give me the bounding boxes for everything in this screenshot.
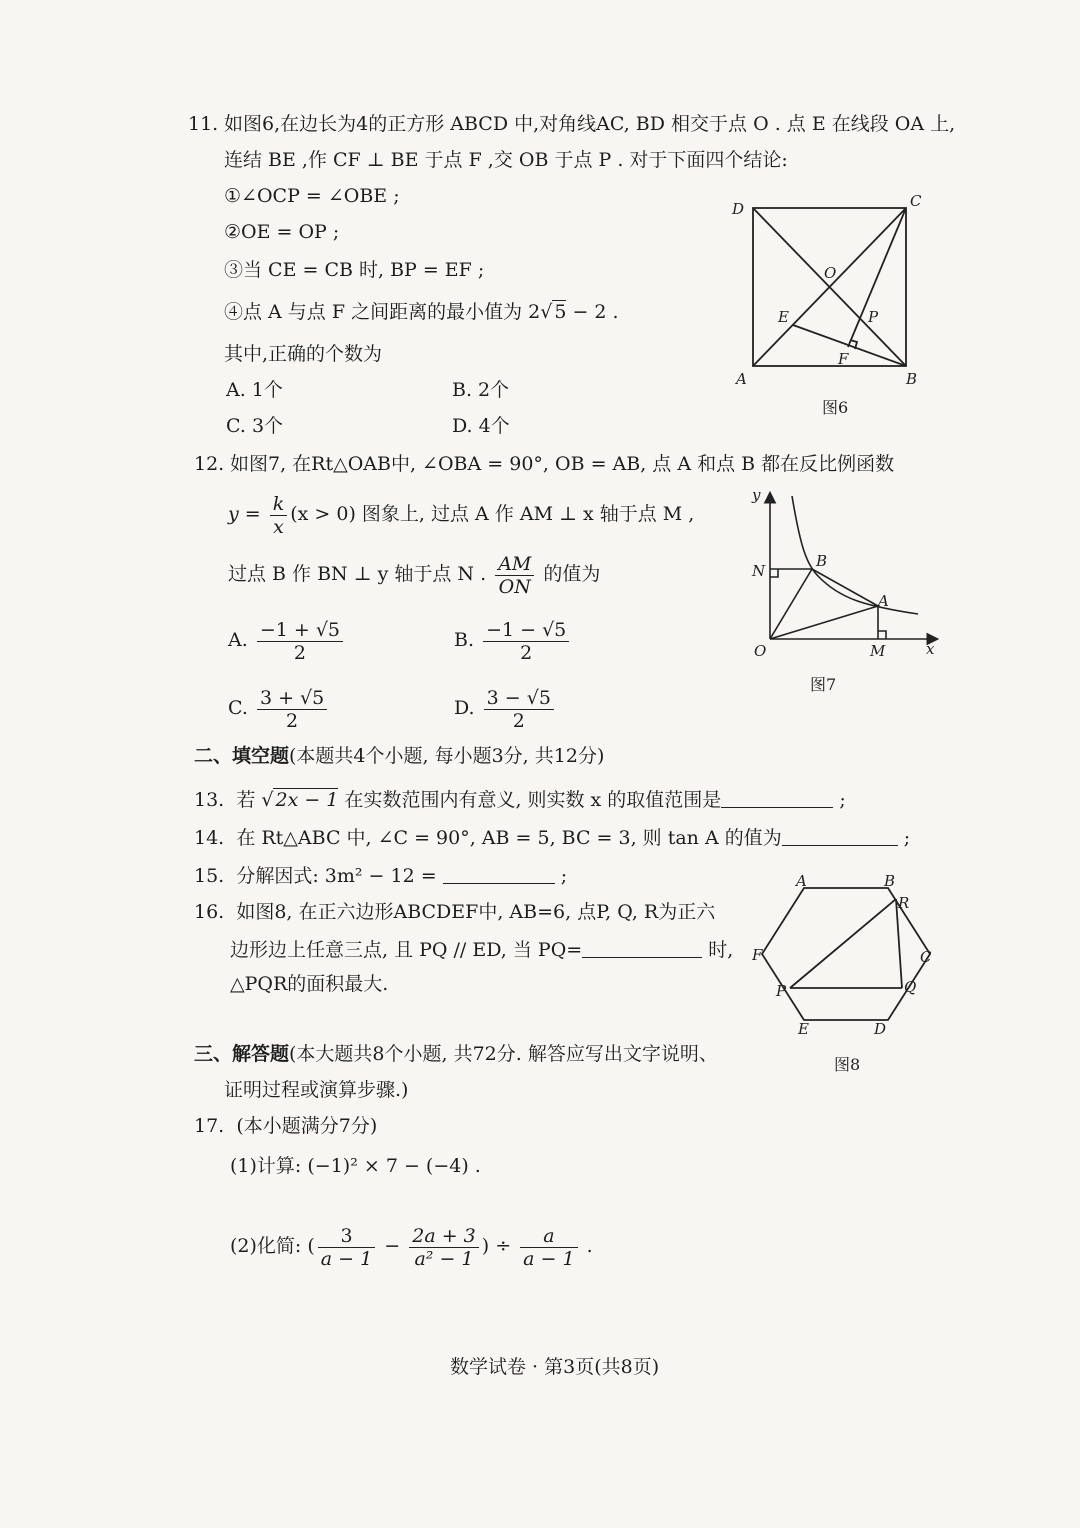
q11-conclusion-4: ④点 A 与点 F 之间距离的最小值为 2√ 5 − 2 . (224, 301, 619, 323)
q12-y-eq: y = (228, 503, 261, 525)
q17-part1-label: (1)计算: (230, 1155, 302, 1177)
q12-option-c-label: C. (228, 697, 248, 719)
q16-text2: 边形边上任意三点, 且 PQ // ED, 当 PQ= (230, 939, 583, 961)
fig8-label-r: R (898, 894, 910, 912)
q11-option-c[interactable]: C. 3个 (226, 415, 284, 437)
q12-option-b[interactable] (454, 618, 572, 664)
q17-head: (本小题满分7分) (236, 1115, 378, 1137)
q12-stem-line2 (228, 492, 694, 538)
q16-answer-blank[interactable] (582, 937, 702, 958)
q11-conclusion-2: ②OE = OP ; (224, 221, 340, 243)
section-2-desc: (本题共4个小题, 每小题3分, 共12分) (289, 745, 605, 767)
q16-text2-end: 时, (708, 939, 734, 961)
q13-answer-blank[interactable] (721, 787, 833, 808)
q11-conclusion-3: ③当 CE = CB 时, BP = EF ; (224, 259, 485, 281)
section-3-title: 三、解答题 (194, 1043, 290, 1065)
q12-option-c-num: 3 + √5 (257, 687, 327, 710)
q11-option-a[interactable]: A. 1个 (226, 379, 283, 401)
q17-frac-3 (520, 1225, 577, 1270)
q12-k-over-x (270, 493, 288, 538)
q17-frac1-num: 3 (318, 1225, 375, 1248)
q17-part2-close: ) ÷ (481, 1235, 512, 1257)
fig8-label-c: C (920, 948, 932, 966)
q12-frac-den: ON (498, 575, 531, 598)
q17-frac-1 (318, 1225, 375, 1270)
q16-line2 (230, 936, 733, 964)
q12-option-c-frac (257, 687, 327, 732)
fig6-label-c: C (910, 192, 922, 210)
fig8-label-q: Q (904, 978, 917, 996)
q14-text: 在 Rt△ABC 中, ∠C = 90°, AB = 5, BC = 3, 则 tan A 的值为 (236, 827, 782, 849)
q12-line3-end: 的值为 (543, 563, 601, 585)
q13-number: 13. (194, 789, 225, 811)
fig8-label-a: A (796, 872, 807, 890)
figure-7-graph (740, 484, 950, 669)
q15-end: ; (560, 865, 568, 887)
fig7-label-a: A (878, 592, 889, 610)
q13-post: 在实数范围内有意义, 则实数 x 的取值范围是 (344, 789, 722, 811)
figure-6 (724, 188, 934, 398)
fig8-label-b: B (884, 872, 896, 890)
fig8-label-p: P (776, 982, 787, 1000)
q17-header (194, 1112, 377, 1140)
q12-stem-line3 (228, 552, 600, 598)
q17-frac3-den: a − 1 (523, 1247, 575, 1270)
fig7-label-m: M (870, 642, 886, 660)
figure-6-square-diagram (724, 188, 934, 398)
fig6-label-e: E (778, 308, 789, 326)
q16-text1: 如图8, 在正六边形ABCDEF中, AB=6, 点P, Q, R为正六 (236, 901, 716, 923)
q12-option-c[interactable] (228, 686, 330, 732)
fig6-label-f: F (838, 350, 849, 368)
q12-option-d-label: D. (454, 697, 475, 719)
q12-option-a[interactable] (228, 618, 346, 664)
figure-6-caption: 图6 (822, 398, 849, 417)
section-2-title: 二、填空题 (194, 745, 290, 767)
q12-option-b-frac (483, 619, 569, 664)
q11-stem-line1: 如图6,在边长为4的正方形 ABCD 中,对角线AC, BD 相交于点 O . 点 E 在线段 OA 上, (224, 113, 956, 135)
fig7-label-y: y (752, 486, 761, 504)
q17-frac2-den: a² − 1 (414, 1247, 474, 1270)
q14-end: ; (903, 827, 911, 849)
q12-option-c-den: 2 (286, 709, 299, 732)
q13-radicand: 2x − 1 (275, 789, 339, 811)
q12-frac-num: AM (495, 553, 534, 576)
q12-option-d-frac (484, 687, 554, 732)
q17-part1-expr: (−1)² × 7 − (−4) . (307, 1155, 481, 1177)
q17-frac1-den: a − 1 (320, 1247, 373, 1270)
q17-part2-open: ( (307, 1235, 315, 1257)
q17-frac-2 (409, 1225, 479, 1270)
q12-option-d-den: 2 (512, 709, 525, 732)
q14 (194, 824, 910, 852)
q13-pre: 若 (236, 789, 256, 811)
figure-8 (752, 868, 942, 1043)
q17-frac3-num: a (520, 1225, 577, 1248)
figure-7 (740, 484, 950, 669)
q17-minus: − (384, 1235, 401, 1257)
fig7-label-n: N (752, 562, 766, 580)
q12-option-a-den: 2 (293, 641, 306, 664)
q14-number: 14. (194, 827, 225, 849)
fig8-label-e: E (798, 1020, 809, 1038)
q15-text: 分解因式: 3m² − 12 = (236, 865, 437, 887)
q11-c4-end: − 2 . (572, 301, 619, 323)
q11-option-b[interactable]: B. 2个 (452, 379, 510, 401)
fig7-label-x: x (926, 640, 935, 658)
fig6-label-b: B (906, 370, 918, 388)
q17-part1 (230, 1152, 481, 1180)
section-2-header (194, 742, 604, 770)
fig7-label-b: B (816, 552, 828, 570)
q16-line1 (194, 898, 715, 926)
figure-8-hexagon (752, 868, 942, 1043)
q12-k: k (270, 493, 288, 516)
section-3-desc-line2: 证明过程或演算步骤.) (224, 1079, 409, 1101)
q12-option-d-num: 3 − √5 (484, 687, 554, 710)
q11-question: 其中,正确的个数为 (224, 343, 383, 365)
q11-option-d[interactable]: D. 4个 (452, 415, 510, 437)
q11-number: 11. (188, 113, 219, 135)
q12-option-a-num: −1 + √5 (257, 619, 343, 642)
q14-answer-blank[interactable] (782, 825, 898, 846)
q12-line3: 过点 B 作 BN ⊥ y 轴于点 N . (228, 563, 487, 585)
q11-stem-line2: 连结 BE ,作 CF ⊥ BE 于点 F ,交 OB 于点 P . 对于下面四个结论: (224, 149, 788, 171)
q12-option-b-den: 2 (520, 641, 533, 664)
q17-part2-label: (2)化简: (230, 1235, 302, 1257)
q11-conclusion-1: ①∠OCP = ∠OBE ; (224, 185, 400, 207)
q11-c4-text: ④点 A 与点 F 之间距离的最小值为 2 (224, 301, 541, 323)
q13: 13. 若 √ 2x − 1 在实数范围内有意义, 则实数 x 的取值范围是 ; (194, 789, 846, 811)
q16-number: 16. (194, 901, 225, 923)
q16-line3: △PQR的面积最大. (230, 973, 389, 995)
q17-number: 17. (194, 1115, 225, 1137)
q12-am-over-on (495, 553, 534, 598)
q12-domain: (x > 0) 图象上, 过点 A 作 AM ⊥ x 轴于点 M , (290, 503, 695, 525)
fig6-label-d: D (732, 200, 745, 218)
q15-answer-blank[interactable] (443, 863, 555, 884)
section-3-header (194, 1040, 718, 1068)
q17-frac2-num: 2a + 3 (409, 1225, 479, 1248)
figure-8-caption: 图8 (834, 1055, 861, 1074)
fig8-label-f: F (752, 946, 763, 964)
q11-c4-radicand: 5 (554, 301, 567, 323)
q12-x: x (273, 515, 284, 538)
fig6-label-a: A (736, 370, 747, 388)
q12-option-a-frac (257, 619, 343, 664)
q12-option-d[interactable] (454, 686, 557, 732)
q13-end: ; (839, 789, 846, 811)
figure-7-caption: 图7 (810, 675, 837, 694)
q12-option-a-label: A. (228, 629, 248, 651)
fig6-label-p: P (868, 308, 879, 326)
q12-option-b-label: B. (454, 629, 475, 651)
fig6-label-o: O (824, 264, 837, 282)
q12-number: 12. (194, 453, 225, 475)
q15 (194, 862, 567, 890)
q17-part2 (230, 1222, 593, 1270)
fig7-label-o: O (754, 642, 767, 660)
q15-number: 15. (194, 865, 225, 887)
fig8-label-d: D (874, 1020, 887, 1038)
q12-stem-line1: 如图7, 在Rt△OAB中, ∠OBA = 90°, OB = AB, 点 A 和点 B 都在反比例函数 (230, 453, 895, 475)
q17-part2-end: . (586, 1235, 593, 1257)
q12-option-b-num: −1 − √5 (483, 619, 569, 642)
section-3-desc: (本大题共8个小题, 共72分. 解答应写出文字说明、 (289, 1043, 718, 1065)
page-footer: 数学试卷 · 第3页(共8页) (450, 1356, 660, 1378)
